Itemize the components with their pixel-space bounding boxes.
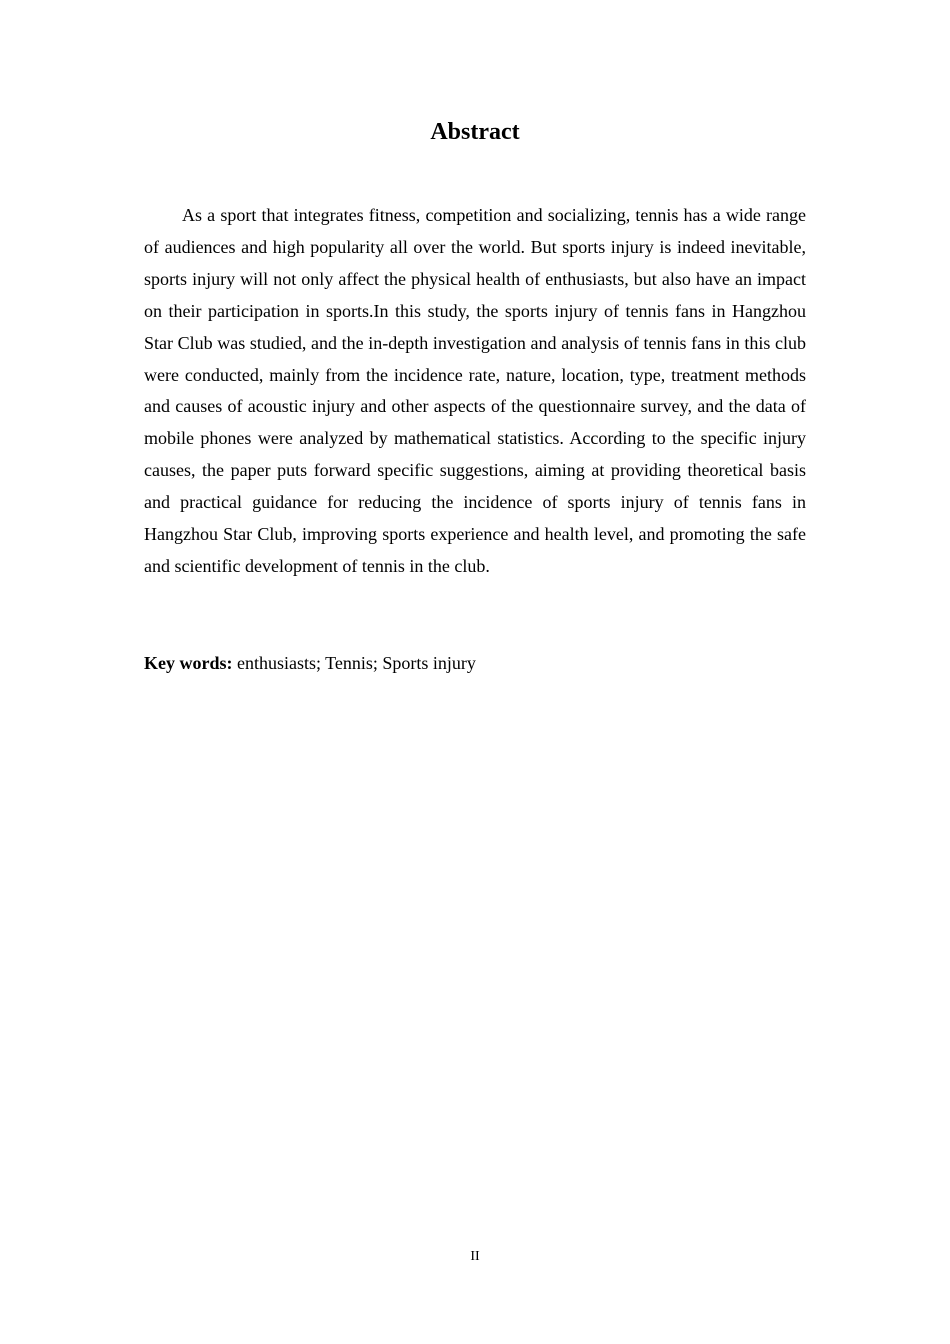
keywords-line (144, 647, 806, 679)
abstract-title: Abstract (430, 119, 520, 145)
keywords-text: enthusiasts; Tennis; Sports injury (232, 653, 476, 673)
abstract-body: As a sport that integrates fitness, competition and socializing, tennis has a wide range of audiences and high popularity all over the world. But sports injury is indeed inevitable, sports injury will not only affect the physical health of enthusiasts, but also have an impact on their participation in sports.In this study, the sports injury of tennis fans in Hangzhou Star Club was studied, and the in-depth investigation and analysis of tennis fans in this club were conducted, mainly from the incidence rate, nature, location, type, treatment methods and causes of acoustic injury and other aspects of the questionnaire survey, and the data of mobile phones were analyzed by mathematical statistics. According to the specific injury causes, the paper puts forward specific suggestions, aiming at providing theoretical basis and practical guidance for reducing the incidence of sports injury of tennis fans in Hangzhou Star Club, improving sports experience and health level, and promoting the safe and scientific development of tennis in the club. (144, 205, 806, 576)
keywords-label: Key words: (144, 653, 233, 673)
page-number: II (470, 1249, 480, 1264)
